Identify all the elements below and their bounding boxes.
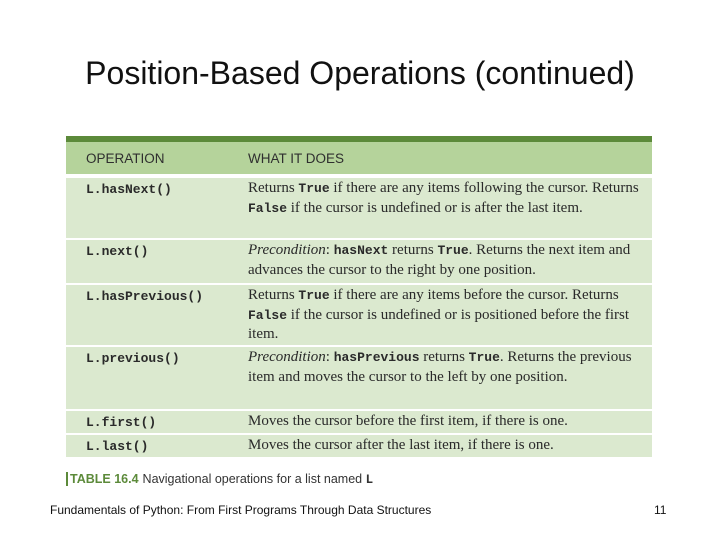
table-caption-label: TABLE 16.4 bbox=[66, 472, 139, 486]
table-header-row bbox=[66, 142, 652, 178]
table-row bbox=[66, 178, 652, 240]
inline-code: False bbox=[248, 307, 288, 323]
column-header-operation: OPERATION bbox=[86, 150, 165, 166]
slide-footer: Fundamentals of Python: From First Programs Through Data Structures bbox=[50, 503, 432, 517]
description-cell bbox=[248, 347, 652, 409]
description-text: if the cursor is undefined or is positioned before the first item. bbox=[248, 306, 630, 342]
italic-text: Precondition bbox=[248, 349, 326, 365]
operation-cell: L.hasNext() bbox=[86, 182, 172, 197]
page-number: 11 bbox=[654, 503, 667, 517]
description-text: Moves the cursor before the first item, if there is one. bbox=[248, 413, 568, 429]
table-row bbox=[66, 347, 652, 411]
description-text: Returns bbox=[248, 287, 299, 303]
table-row bbox=[66, 411, 652, 435]
italic-text: Precondition bbox=[248, 242, 326, 258]
column-header-what-it-does: WHAT IT DOES bbox=[248, 150, 345, 166]
description-cell bbox=[248, 411, 652, 433]
description-text: : bbox=[325, 349, 334, 365]
description-text: Moves the cursor after the last item, if there is one. bbox=[248, 437, 554, 453]
description-text: . Returns the next item and advances the cursor to the right by one position. bbox=[248, 242, 631, 278]
description-text: : bbox=[325, 242, 334, 258]
inline-code: True bbox=[298, 181, 330, 196]
inline-code: hasNext bbox=[333, 243, 389, 258]
inline-code: hasPrevious bbox=[333, 350, 420, 365]
description-text: if there are any items before the cursor. Returns bbox=[329, 287, 619, 303]
table-row bbox=[66, 285, 652, 347]
description-cell bbox=[248, 240, 652, 283]
inline-code: True bbox=[298, 288, 330, 303]
inline-code: True bbox=[437, 243, 469, 258]
table-row bbox=[66, 240, 652, 285]
operation-cell: L.next() bbox=[86, 244, 149, 259]
description-text: if there are any items following the cursor. Returns bbox=[329, 180, 639, 196]
description-text: returns bbox=[388, 242, 438, 258]
table-caption-text: Navigational operations for a list named bbox=[142, 472, 366, 486]
operation-cell: L.previous() bbox=[86, 351, 180, 366]
description-cell bbox=[248, 435, 652, 457]
description-text: if the cursor is undefined or is after the last item. bbox=[287, 199, 583, 216]
operation-cell: L.last() bbox=[86, 439, 149, 454]
description-text: . Returns the previous item and moves the cursor to the left by one position. bbox=[248, 349, 632, 385]
table-row bbox=[66, 435, 652, 459]
inline-code: True bbox=[468, 350, 500, 365]
description-text: returns bbox=[419, 349, 469, 365]
description-text: Returns bbox=[248, 180, 299, 196]
operation-cell: L.first() bbox=[86, 415, 157, 430]
description-cell bbox=[248, 178, 652, 238]
operations-table bbox=[66, 136, 652, 459]
inline-code: False bbox=[248, 200, 288, 216]
slide-title: Position-Based Operations (continued) bbox=[85, 55, 635, 91]
table-caption bbox=[66, 472, 373, 487]
table-caption-code: L bbox=[365, 473, 374, 487]
description-cell bbox=[248, 285, 652, 345]
operation-cell: L.hasPrevious() bbox=[86, 289, 204, 304]
